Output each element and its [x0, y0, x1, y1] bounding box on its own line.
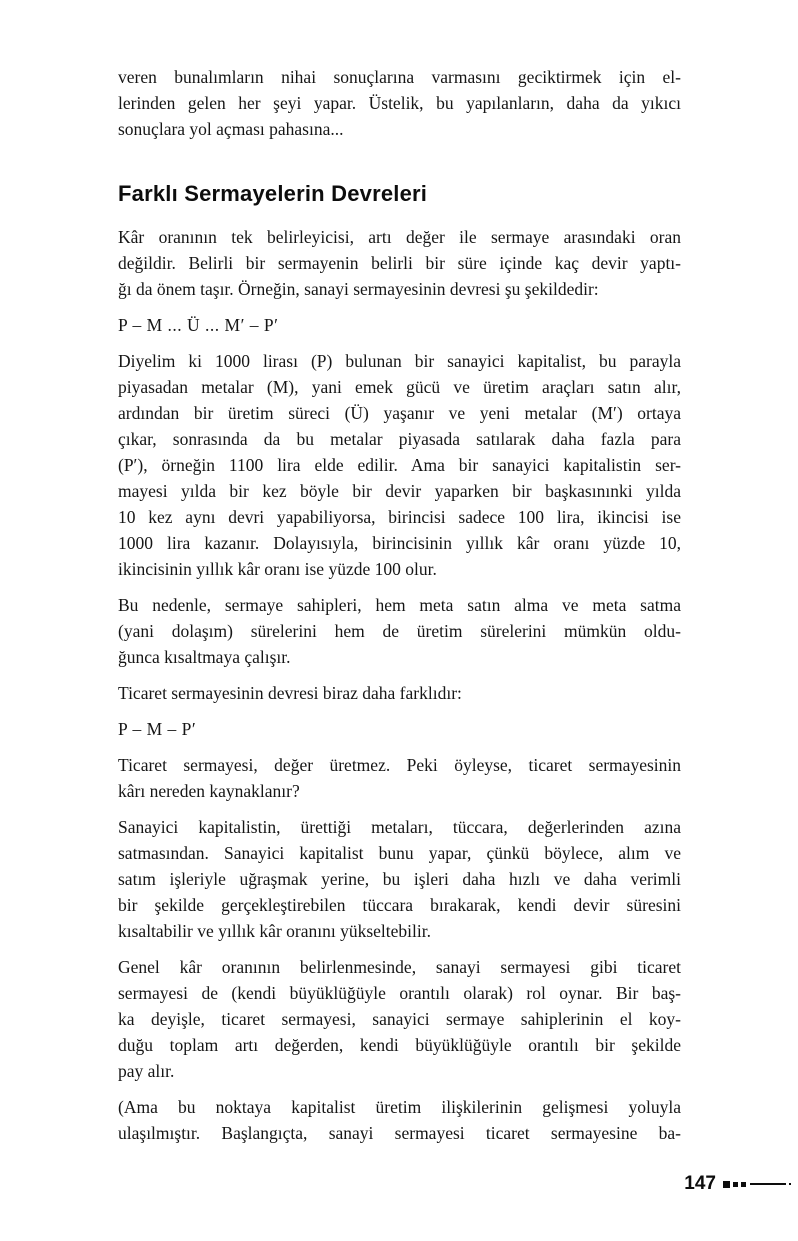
text-line: veren bunalımların nihai sonuçlarına varmasını geciktirmek için el-	[118, 67, 681, 87]
text-line: ka deyişle, ticaret sermayesi, sanayici sermaye sahiplerinin el koy-	[118, 1009, 681, 1029]
ornament-rule-icon	[750, 1183, 786, 1185]
page-number: 147	[684, 1173, 716, 1194]
ornament-square-icon	[723, 1181, 730, 1188]
text-line: (yani dolaşım) sürelerini hem de üretim sürelerini mümkün oldu-	[118, 621, 681, 641]
text-line: piyasadan metalar (M), yani emek gücü ve üretim araçları satın alır,	[118, 377, 681, 397]
section-heading: Farklı Sermayelerin Devreleri	[118, 181, 428, 206]
text-line: Diyelim ki 1000 lirası (P) bulunan bir sanayici kapitalist, bu parayla	[118, 351, 681, 371]
text-line: (P′), örneğin 1100 lira elde edilir. Ama bir sanayici kapitalistin ser-	[118, 455, 681, 475]
formula-line: P – M ... Ü ... M′ – P′	[118, 315, 279, 335]
footer-ornament-icon	[723, 1181, 791, 1188]
ornament-square-icon	[733, 1182, 738, 1187]
text-line: Ticaret sermayesi, değer üretmez. Peki öyleyse, ticaret sermayesinin	[118, 755, 681, 775]
paragraph	[118, 752, 681, 804]
text-line: pay alır.	[118, 1061, 175, 1081]
ornament-square-icon	[741, 1182, 746, 1187]
text-line: Sanayici kapitalistin, ürettiği metaları, tüccara, değerlerinden azına	[118, 817, 681, 837]
text-line: kârı nereden kaynaklanır?	[118, 781, 300, 801]
text-line: sonuçlara yol açması pahasına...	[118, 119, 344, 139]
text-line: çıkar, sonrasında da bu metalar piyasada satılarak daha fazla para	[118, 429, 681, 449]
text-line: (Ama bu noktaya kapitalist üretim ilişkilerinin gelişmesi yoluyla	[118, 1097, 681, 1117]
ornament-dot-icon	[789, 1183, 791, 1185]
text-line: kısaltabilir ve yıllık kâr oranını yükseltebilir.	[118, 921, 431, 941]
text-line: lerinden gelen her şeyi yapar. Üstelik, bu yapılanların, daha da yıkıcı	[118, 93, 681, 113]
text-line: 1000 lira kazanır. Dolayısıyla, birincisinin yıllık kâr oranı yüzde 10,	[118, 533, 681, 553]
text-line: sermayesi de (kendi büyüklüğüyle orantılı olarak) rol oynar. Bir baş-	[118, 983, 681, 1003]
paragraph	[118, 1094, 681, 1146]
text-line: ikincisinin yıllık kâr oranı ise yüzde 100 olur.	[118, 559, 437, 579]
text-line: satmasından. Sanayici kapitalist bunu yapar, çünkü böylece, alım ve	[118, 843, 681, 863]
text-line: Kâr oranının tek belirleyicisi, artı değer ile sermaye arasındaki oran	[118, 227, 681, 247]
text-line: Bu nedenle, sermaye sahipleri, hem meta satın alma ve meta satma	[118, 595, 681, 615]
text-line: ardından bir üretim süreci (Ü) yaşanır ve yeni metalar (M′) ortaya	[118, 403, 681, 423]
text-line: duğu toplam artı değerden, kendi büyüklüğüyle orantılı bir şekilde	[118, 1035, 681, 1055]
text-line: 10 kez aynı devri yapabiliyorsa, birincisi sadece 100 lira, ikincisi ise	[118, 507, 681, 527]
text-line: Genel kâr oranının belirlenmesinde, sanayi sermayesi gibi ticaret	[118, 957, 681, 977]
text-line: ğunca kısaltmaya çalışır.	[118, 647, 291, 667]
text-line: değildir. Belirli bir sermayenin belirli bir süre içinde kaç devir yaptı-	[118, 253, 681, 273]
text-line: ğı da önem taşır. Örneğin, sanayi sermayesinin devresi şu şekildedir:	[118, 279, 599, 299]
text-line: Ticaret sermayesinin devresi biraz daha farklıdır:	[118, 683, 462, 703]
text-line: ulaşılmıştır. Başlangıçta, sanayi sermayesi ticaret sermayesine ba-	[118, 1123, 681, 1143]
paragraph	[118, 224, 681, 302]
text-line: mayesi yılda bir kez böyle bir devir yaparken bir başkasınınki yılda	[118, 481, 681, 501]
paragraph	[118, 64, 681, 142]
paragraph	[118, 954, 681, 1084]
paragraph	[118, 592, 681, 670]
formula-line: P – M – P′	[118, 719, 197, 739]
paragraph	[118, 348, 681, 582]
text-line: satım işleriyle uğraşmak yerine, bu işleri daha hızlı ve daha verimli	[118, 869, 681, 889]
page-content	[118, 64, 681, 1156]
page-footer	[684, 1174, 791, 1194]
paragraph	[118, 680, 681, 706]
text-line: bir şekilde gerçekleştirebilen tüccara bırakarak, kendi devir süresini	[118, 895, 681, 915]
paragraph	[118, 814, 681, 944]
